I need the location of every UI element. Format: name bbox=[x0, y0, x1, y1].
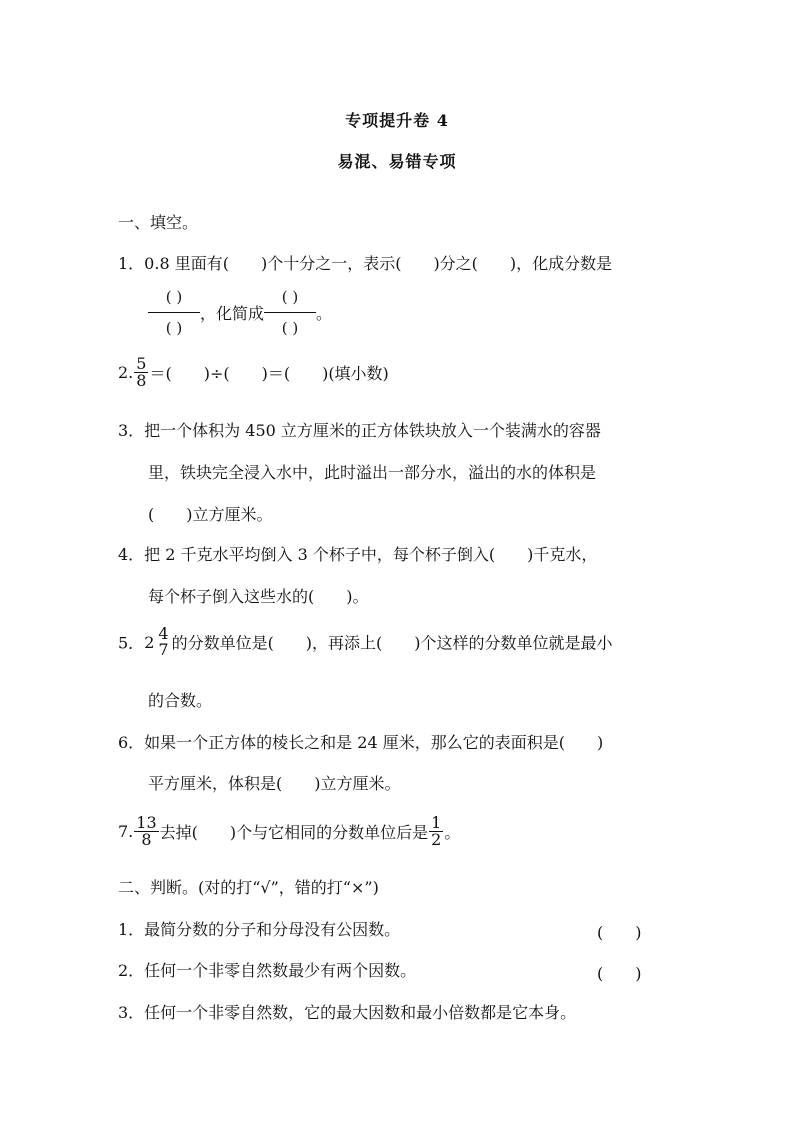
page-title: 专项提升卷 4 bbox=[345, 111, 449, 130]
q3-line3: ( )立方厘米。 bbox=[148, 505, 273, 524]
q5-line1: 5．2 4 7 的分数单位是( )，再添上( )个这样的分数单位就是最小 bbox=[118, 624, 613, 659]
q3-line2: 里，铁块完全浸入水中，此时溢出一部分水，溢出的水的体积是 bbox=[148, 463, 597, 482]
q6-line1: 6．如果一个正方体的棱长之和是 24 厘米，那么它的表面积是( ) bbox=[118, 733, 604, 752]
q2-line: 2. $\frac{5}{8}$ ＝( )÷( )＝( )(填小数) bbox=[118, 354, 389, 390]
q1-line2: $\frac{( )}{( )}$ ，化简成 $\frac{( )}{( )}$ 。 bbox=[148, 288, 332, 337]
page-subtitle: 易混、易错专项 bbox=[337, 152, 457, 171]
q4-line2: 每个杯子倒入这些水的( )。 bbox=[148, 587, 369, 606]
q5-mixed-number: 2 4 7 bbox=[144, 624, 169, 659]
judge-item-2-answer-box[interactable]: ( ) bbox=[597, 964, 642, 983]
judge-item-3: 3．任何一个非零自然数，它的最大因数和最小倍数都是它本身。 bbox=[118, 1003, 577, 1022]
judge-item-1-answer-box[interactable]: ( ) bbox=[597, 923, 642, 942]
q6-line2: 平方厘米，体积是( )立方厘米。 bbox=[148, 774, 401, 793]
judge-item-2: 2．任何一个非零自然数最少有两个因数。 bbox=[118, 961, 417, 980]
section2-heading: 二、判断。(对的打“√”，错的打“×”) bbox=[118, 878, 379, 897]
q1-fraction-2: $\frac{( )}{( )}$ bbox=[264, 288, 316, 337]
q7-fraction-2: $\frac{1}{2}$ bbox=[431, 813, 442, 849]
q1-line1: 1．0.8 里面有( )个十分之一，表示( )分之( )，化成分数是 bbox=[118, 254, 613, 273]
q3-line1: 3．把一个体积为 450 立方厘米的正方体铁块放入一个装满水的容器 bbox=[118, 421, 601, 440]
q1-fraction-1: $\frac{( )}{( )}$ bbox=[148, 288, 200, 337]
q7-line: 7. $\frac{13}{8}$ 去掉( )个与它相同的分数单位后是 $\frac{1}{2}$ 。 bbox=[118, 813, 461, 849]
judge-item-1: 1．最简分数的分子和分母没有公因数。 bbox=[118, 920, 401, 939]
section1-heading: 一、填空。 bbox=[118, 213, 199, 232]
q7-fraction-1: $\frac{13}{8}$ bbox=[136, 813, 157, 849]
q2-fraction: $\frac{5}{8}$ bbox=[136, 354, 147, 390]
q5-line2: 的合数。 bbox=[148, 691, 213, 710]
q4-line1: 4．把 2 千克水平均倒入 3 个杯子中，每个杯子倒入( )千克水， bbox=[118, 545, 598, 564]
